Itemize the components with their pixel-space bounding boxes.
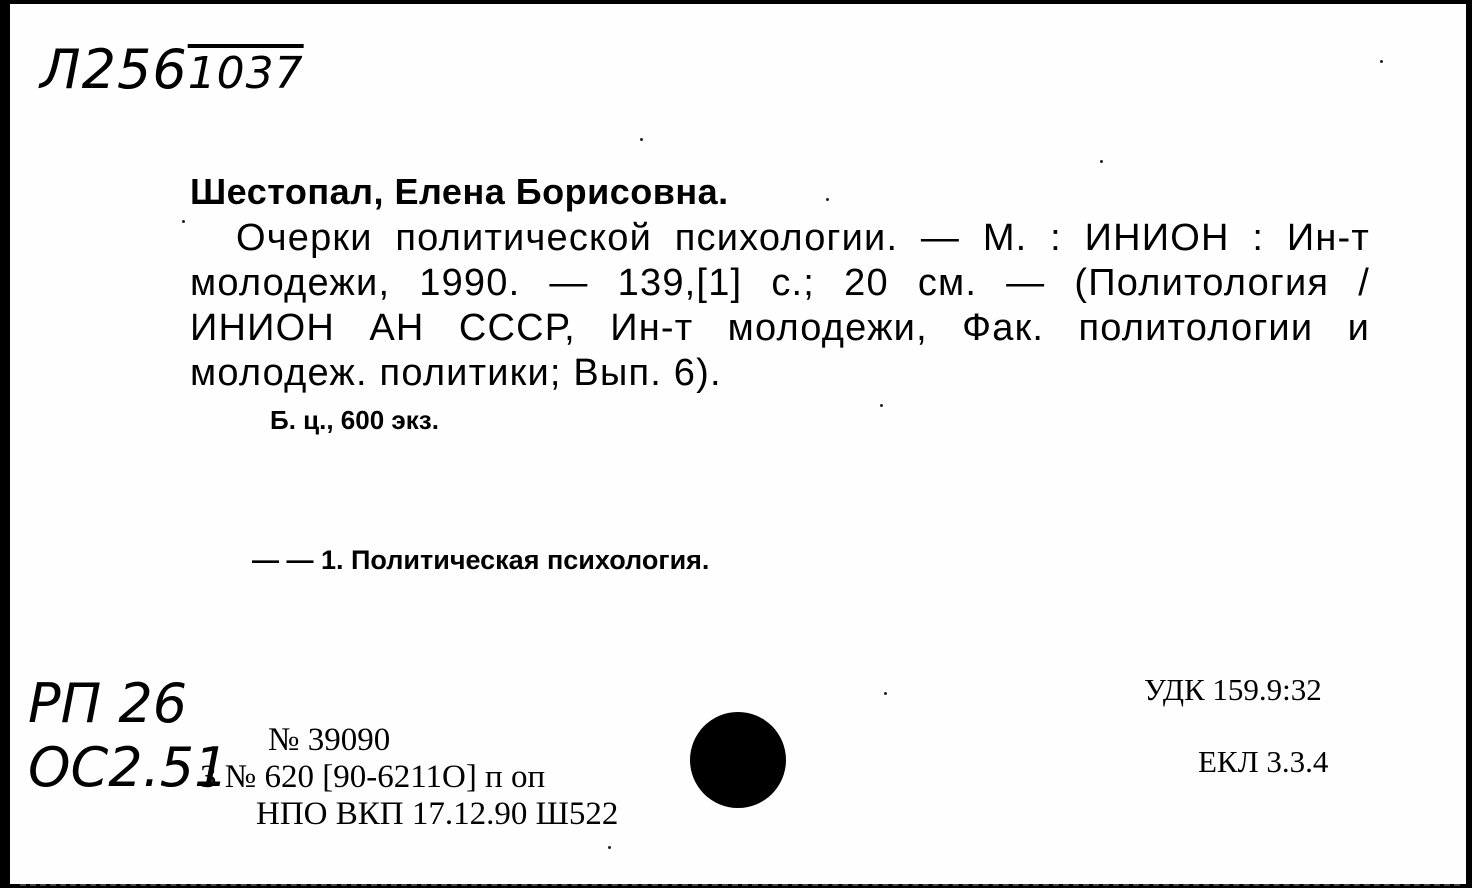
bibliographic-entry [190,168,1370,396]
scan-speck [608,846,611,849]
udk-code: УДК 159.9:32 [1144,672,1322,707]
author-heading: Шестопал, Елена Борисовна. [190,171,729,212]
scan-speck [826,198,829,201]
shelfmark [40,38,304,101]
imprint-publisher: НПО ВКП 17.12.90 Ш522 [256,796,619,832]
scan-speck [884,692,887,695]
imprint-number: № 39090 [268,722,391,758]
imprint-order: 3 № 620 [90-6211О] п оп [200,759,546,795]
shelfmark-main: Л256 [40,38,188,101]
handwritten-code-1: РП 26 [28,672,188,735]
print-imprint [200,722,619,833]
scan-speck [1100,160,1103,163]
handwritten-codes [28,672,228,800]
entry-description: Очерки политической психологии. — М. : ИНИОН : Ин-т молодежи, 1990. — 139,[1] с.; 20 см. — (Политология / ИНИОН АН СССР, Ин-т молодежи, Фак. политологии и молодеж. политики; Вып. 6). [190,217,1370,394]
price-note: Б. ц., 600 экз. [270,405,439,435]
handwritten-code-2: ОС2.51 [28,736,229,799]
shelfmark-sub: 1037 [187,48,304,99]
card-border-left [0,0,10,888]
subject-heading: — — 1. Политическая психология. [252,545,710,575]
scan-speck [1380,60,1383,63]
card-border-right [1466,0,1472,888]
ekl-code: ЕКЛ 3.3.4 [1198,744,1329,779]
card-bottom-perforation [20,884,1460,886]
card-border-top [0,0,1472,4]
scan-speck [880,404,883,407]
scan-speck [182,220,185,223]
scan-speck [640,138,643,141]
card-punch-hole [690,712,786,808]
